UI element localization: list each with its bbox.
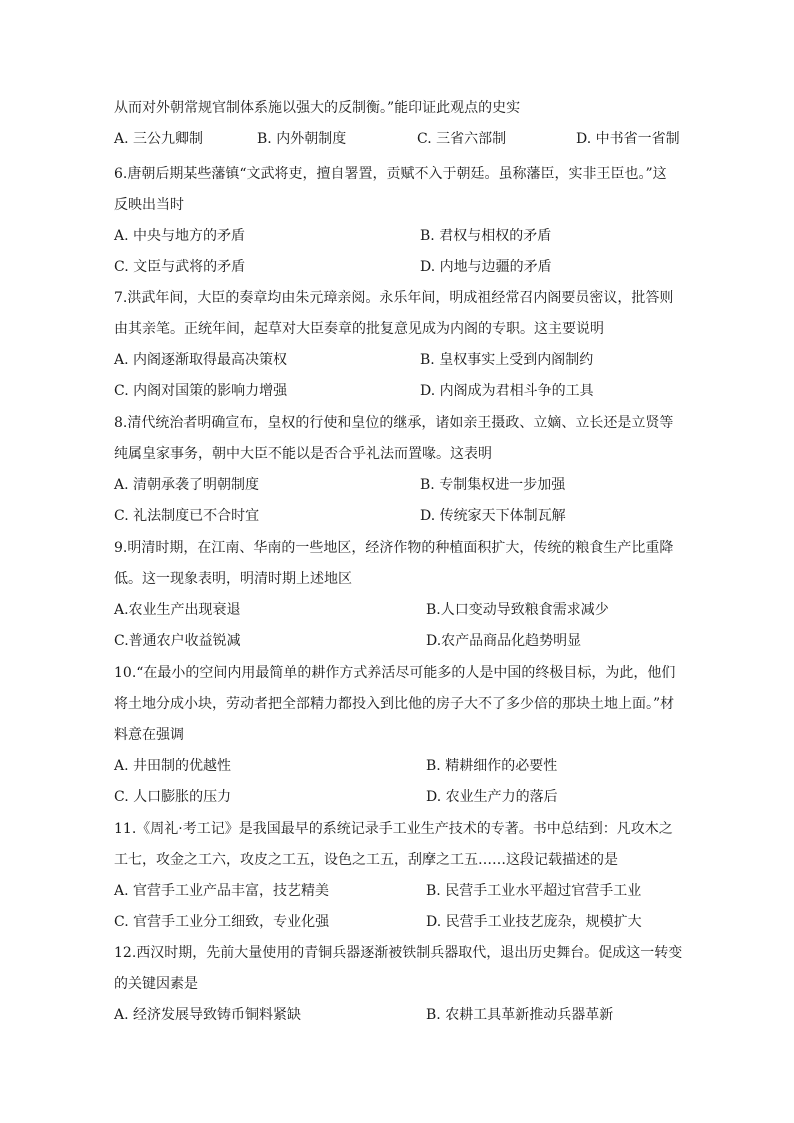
- option-a[interactable]: A. 官营手工业产品丰富，技艺精美: [114, 883, 330, 899]
- option-b[interactable]: B. 精耕细作的必要性: [426, 758, 558, 774]
- question-text: 从而对外朝常规官制体系施以强大的反制衡。”能印证此观点的史实: [114, 100, 521, 116]
- option-a[interactable]: A. 井田制的优越性: [114, 758, 232, 774]
- question-text-line: 9.明清时期，在江南、华南的一些地区，经济作物的种植面积扩大，传统的粮食生产比重降: [114, 540, 674, 556]
- options-row: [114, 626, 684, 657]
- option-d[interactable]: D. 中书省一省制: [576, 131, 680, 147]
- question-text-line: 反映出当时: [114, 197, 184, 213]
- option-b[interactable]: B. 农耕工具革新推动兵器革新: [426, 1007, 614, 1023]
- option-a[interactable]: A. 三公九卿制: [114, 131, 204, 147]
- options-row: [114, 124, 684, 155]
- question-text-line: 的关键因素是: [114, 976, 198, 992]
- option-c[interactable]: C. 人口膨胀的压力: [114, 789, 232, 805]
- options-row: [114, 345, 684, 376]
- options-row: [114, 221, 684, 252]
- options-row: [114, 252, 684, 283]
- question-text-line: 将土地分成小块，劳动者把全部精力都投入到比他的房子大不了多少倍的那块土地上面。”材: [114, 696, 675, 712]
- options-row: [114, 595, 684, 626]
- question-12: [114, 938, 684, 1031]
- options-row: [114, 751, 684, 782]
- question-7: [114, 283, 684, 407]
- options-row: [114, 782, 684, 813]
- option-c[interactable]: C. 文臣与武将的矛盾: [114, 259, 246, 275]
- question-text-line: 12.西汉时期，先前大量使用的青铜兵器逐渐被铁制兵器取代，退出历史舞台。促成这一转变: [114, 945, 683, 961]
- option-b[interactable]: B. 君权与相权的矛盾: [420, 228, 552, 244]
- question-5: [114, 93, 684, 155]
- option-a[interactable]: A. 经济发展导致铸币铜料紧缺: [114, 1007, 302, 1023]
- options-row: [114, 501, 684, 532]
- option-a[interactable]: A. 清朝承袭了明朝制度: [114, 477, 260, 493]
- option-d[interactable]: D. 农业生产力的落后: [426, 789, 558, 805]
- option-d[interactable]: D. 内阁成为君相斗争的工具: [420, 383, 594, 399]
- options-row: [114, 876, 684, 907]
- question-text-line: 10.“在最小的空间内用最简单的耕作方式养活尽可能多的人是中国的终极目标，为此，他们: [114, 665, 676, 681]
- question-text-line: 6.唐朝后期某些藩镇“文武将吏，擅自署置，贡赋不入于朝廷。虽称藩臣，实非王臣也。”这: [114, 166, 667, 182]
- question-text-line: 工七，攻金之工六，攻皮之工五，设色之工五，刮摩之工五……这段记载描述的是: [114, 852, 618, 868]
- option-b[interactable]: B. 专制集权进一步加强: [420, 477, 566, 493]
- question-text-line: 由其亲笔。正统年间，起草对大臣奏章的批复意见成为内阁的专职。这主要说明: [114, 321, 604, 337]
- option-c[interactable]: C. 礼法制度已不合时宜: [114, 508, 260, 524]
- option-c[interactable]: C. 三省六部制: [417, 131, 507, 147]
- question-text-line: 11.《周礼·考工记》是我国最早的系统记录手工业生产技术的专著。书中总结到：凡攻木之: [114, 821, 673, 837]
- options-row: [114, 907, 684, 938]
- question-8: [114, 408, 684, 532]
- option-c[interactable]: C. 官营手工业分工细致，专业化强: [114, 914, 330, 930]
- option-a[interactable]: A.农业生产出现衰退: [114, 602, 241, 618]
- option-c[interactable]: C. 内阁对国策的影响力增强: [114, 383, 288, 399]
- option-d[interactable]: D. 传统家天下体制瓦解: [420, 508, 566, 524]
- options-row: [114, 376, 684, 407]
- question-text-line: 7.洪武年间，大臣的奏章均由朱元璋亲阅。永乐年间，明成祖经常召内阁要员密议，批答则: [114, 290, 674, 306]
- option-c[interactable]: C.普通农户收益锐减: [114, 633, 241, 649]
- question-text-line: 低。这一现象表明，明清时期上述地区: [114, 571, 352, 587]
- question-10: [114, 658, 684, 813]
- options-row: [114, 470, 684, 501]
- option-b[interactable]: B.人口变动导致粮食需求减少: [426, 602, 609, 618]
- question-text-line: 8.清代统治者明确宣布，皇权的行使和皇位的继承，诸如亲王摄政、立嫡、立长还是立贤等: [114, 415, 674, 431]
- question-11: [114, 814, 684, 938]
- question-text-line: 料意在强调: [114, 727, 184, 743]
- option-a[interactable]: A. 中央与地方的矛盾: [114, 228, 246, 244]
- options-row: [114, 1000, 684, 1031]
- option-d[interactable]: D.农产品商品化趋势明显: [426, 633, 582, 649]
- option-d[interactable]: D. 民营手工业技艺庞杂，规模扩大: [426, 914, 642, 930]
- question-text-line: 纯属皇家事务，朝中大臣不能以是否合乎礼法而置喙。这表明: [114, 446, 492, 462]
- option-a[interactable]: A. 内阁逐渐取得最高决策权: [114, 352, 288, 368]
- option-b[interactable]: B. 皇权事实上受到内阁制约: [420, 352, 594, 368]
- question-6: [114, 159, 684, 283]
- option-b[interactable]: B. 内外朝制度: [257, 131, 347, 147]
- option-d[interactable]: D. 内地与边疆的矛盾: [420, 259, 552, 275]
- option-b[interactable]: B. 民营手工业水平超过官营手工业: [426, 883, 642, 899]
- question-9: [114, 533, 684, 657]
